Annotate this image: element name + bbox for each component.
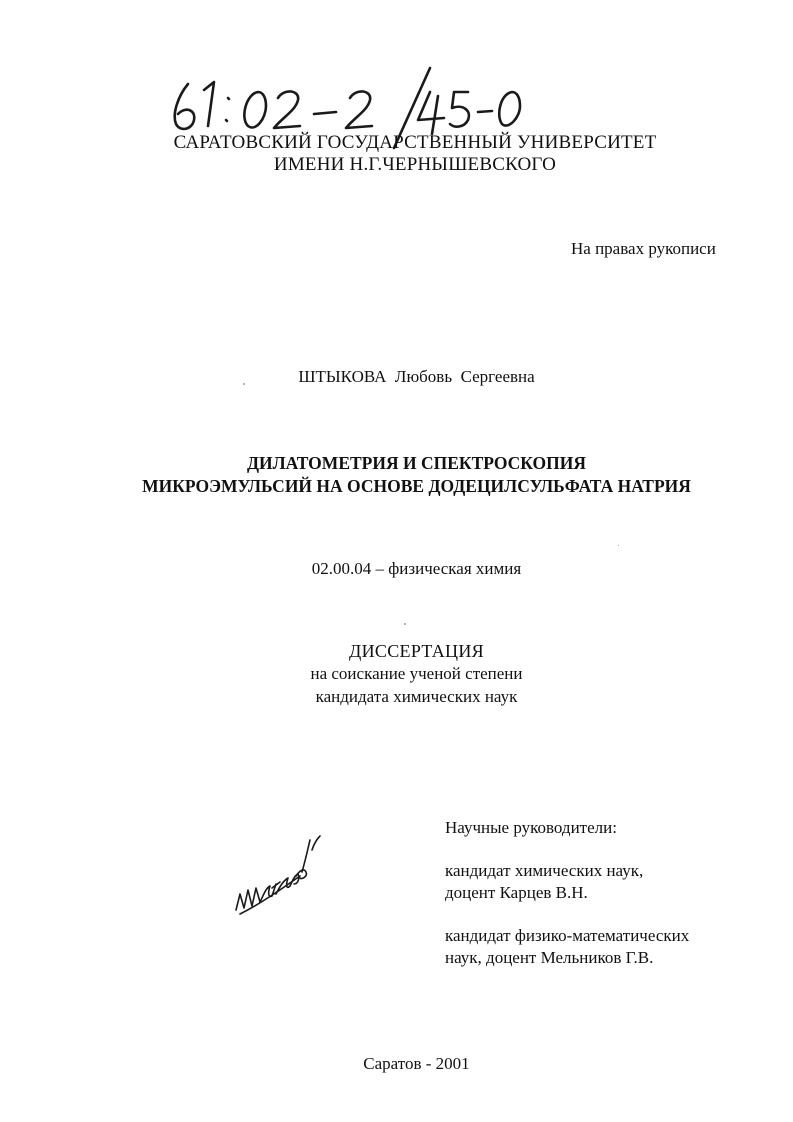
rights-note: На правах рукописи	[571, 239, 716, 258]
author-signature	[230, 828, 322, 920]
place-and-year: Саратов - 2001	[363, 1054, 470, 1073]
supervisor1-degree: кандидат химических наук,	[445, 861, 644, 880]
author-name: ШТЫКОВА Любовь Сергеевна	[298, 367, 535, 386]
university-name-line1: САРАТОВСКИЙ ГОСУДАРСТВЕННЫЙ УНИВЕРСИТЕТ	[173, 132, 657, 153]
degree-line2: кандидата химических наук	[315, 687, 518, 706]
dissertation-title-line2: МИКРОЭМУЛЬСИЙ НА ОСНОВЕ ДОДЕЦИЛСУЛЬФАТА НАТРИЯ	[142, 476, 691, 496]
supervisor2-name: наук, доцент Мельников Г.В.	[445, 948, 654, 967]
dissertation-title-line1: ДИЛАТОМЕТРИЯ И СПЕКТРОСКОПИЯ	[246, 453, 587, 473]
scan-speck	[618, 545, 619, 546]
degree-line1: на соискание ученой степени	[310, 664, 523, 683]
supervisor2-degree: кандидат физико-математических	[445, 926, 690, 945]
supervisors-heading: Научные руководители:	[445, 818, 617, 837]
supervisor1-name: доцент Карцев В.Н.	[445, 883, 588, 902]
scan-speck	[404, 623, 406, 625]
specialty-code: 02.00.04 – физическая химия	[311, 559, 522, 578]
document-type: ДИССЕРТАЦИЯ	[349, 641, 484, 661]
scan-speck	[243, 383, 245, 385]
university-name-line2: ИМЕНИ Н.Г.ЧЕРНЫШЕВСКОГО	[273, 154, 557, 175]
